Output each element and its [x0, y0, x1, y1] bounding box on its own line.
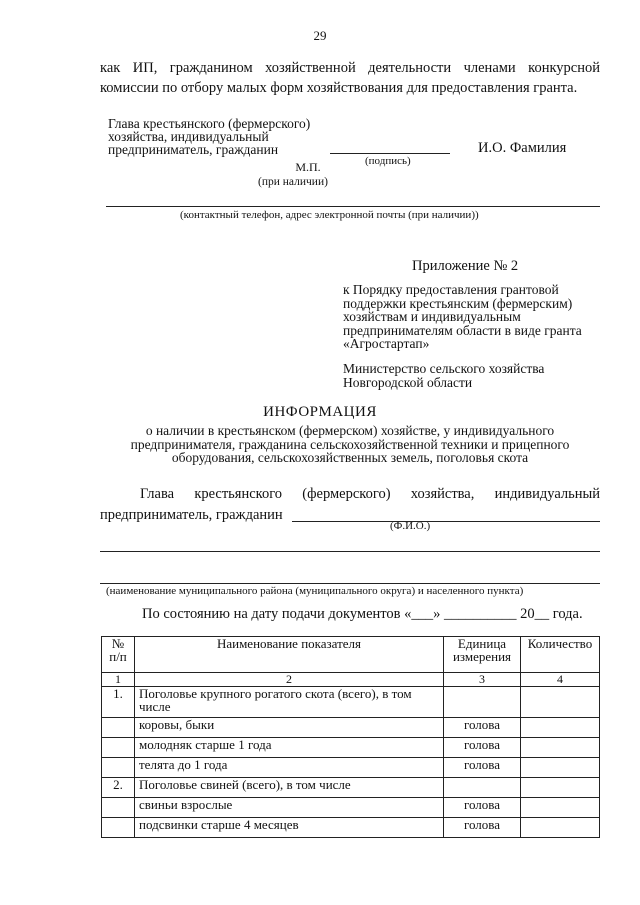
- recipient: Министерство сельского хозяйства Новгородской области: [343, 361, 545, 390]
- row-num: 1.: [102, 687, 135, 718]
- row-name: Поголовье крупного рогатого скота (всего), в том числе: [135, 687, 444, 718]
- row-num: [102, 798, 135, 818]
- blank-line: [100, 551, 600, 552]
- intro-text: [100, 58, 600, 98]
- signer-name: И.О. Фамилия: [478, 140, 567, 156]
- table-row: [102, 818, 600, 838]
- signature-line: [330, 153, 450, 154]
- table-row: [102, 758, 600, 778]
- row-unit: голова: [444, 758, 521, 778]
- row-qty[interactable]: [521, 687, 600, 718]
- row-name: телята до 1 года: [135, 758, 444, 778]
- row-num: [102, 758, 135, 778]
- signature-caption: (подпись): [365, 155, 411, 167]
- row-num: [102, 818, 135, 838]
- row-name: молодняк старше 1 года: [135, 738, 444, 758]
- row-unit: [444, 778, 521, 798]
- table-row: [102, 798, 600, 818]
- appendix-text: к Порядку предоставления грантовой поддержки крестьянским (фермерским) хозяйствам и индивидуальным предпринимателям области в виде гранта «Агростартап»: [343, 282, 582, 351]
- row-num: 2.: [102, 778, 135, 798]
- row-name: коровы, быки: [135, 718, 444, 738]
- entrepreneur-label: предприниматель, гражданин: [100, 507, 283, 523]
- table-row: [102, 718, 600, 738]
- row-name: Поголовье свиней (всего), в том числе: [135, 778, 444, 798]
- stamp-note: (при наличии): [258, 176, 328, 188]
- row-unit: голова: [444, 798, 521, 818]
- row-qty[interactable]: [521, 818, 600, 838]
- document-title: ИНФОРМАЦИЯ: [263, 404, 377, 420]
- head-line-text: Глава крестьянского (фермерского) хозяйства, индивидуальный: [140, 486, 600, 502]
- row-unit: голова: [444, 818, 521, 838]
- row-name: подсвинки старше 4 месяцев: [135, 818, 444, 838]
- header-qty: Количество: [521, 637, 600, 673]
- municipality-line: [100, 583, 600, 584]
- row-unit: голова: [444, 738, 521, 758]
- index-cell: 3: [444, 673, 521, 687]
- document-subtitle: о наличии в крестьянском (фермерском) хозяйстве, у индивидуального предпринимателя, гражданина сельскохозяйственной техники и прицепного оборудования, сельскохозяйственных земель, поголовья скота: [130, 423, 570, 465]
- appendix-title: Приложение № 2: [412, 258, 519, 274]
- signature-role: Глава крестьянского (фермерского) хозяйства, индивидуальный предприниматель, гражданин: [108, 116, 311, 157]
- row-num: [102, 718, 135, 738]
- index-cell: 2: [135, 673, 444, 687]
- fio-line: [292, 521, 600, 522]
- header-num: № п/п: [102, 637, 135, 673]
- index-cell: 4: [521, 673, 600, 687]
- table-row: [102, 778, 600, 798]
- index-cell: 1: [102, 673, 135, 687]
- stamp-label: М.П.: [295, 160, 321, 174]
- row-qty[interactable]: [521, 718, 600, 738]
- row-qty[interactable]: [521, 758, 600, 778]
- livestock-table: [101, 636, 600, 838]
- row-num: [102, 738, 135, 758]
- table-row: [102, 687, 600, 718]
- fio-caption: (Ф.И.О.): [390, 520, 431, 532]
- municipality-caption: (наименование муниципального района (муниципального округа) и населенного пункта): [106, 585, 524, 597]
- intro-line-1: как ИП, гражданином хозяйственной деятельности членами конкурсной: [100, 60, 600, 76]
- page-number: 29: [313, 28, 327, 43]
- head-line: [100, 486, 600, 503]
- row-qty[interactable]: [521, 778, 600, 798]
- contact-line: [106, 206, 600, 207]
- row-qty[interactable]: [521, 738, 600, 758]
- contact-caption: (контактный телефон, адрес электронной почты (при наличии)): [180, 209, 479, 221]
- row-qty[interactable]: [521, 798, 600, 818]
- row-unit: голова: [444, 718, 521, 738]
- row-unit: [444, 687, 521, 718]
- intro-line-2: комиссии по отбору малых форм хозяйствования для предоставления гранта.: [100, 80, 578, 96]
- header-name: Наименование показателя: [135, 637, 444, 673]
- row-name: свиньи взрослые: [135, 798, 444, 818]
- header-unit: Единица измерения: [444, 637, 521, 673]
- table-row: [102, 738, 600, 758]
- status-date-line: По состоянию на дату подачи документов «___» __________ 20__ года.: [142, 606, 583, 622]
